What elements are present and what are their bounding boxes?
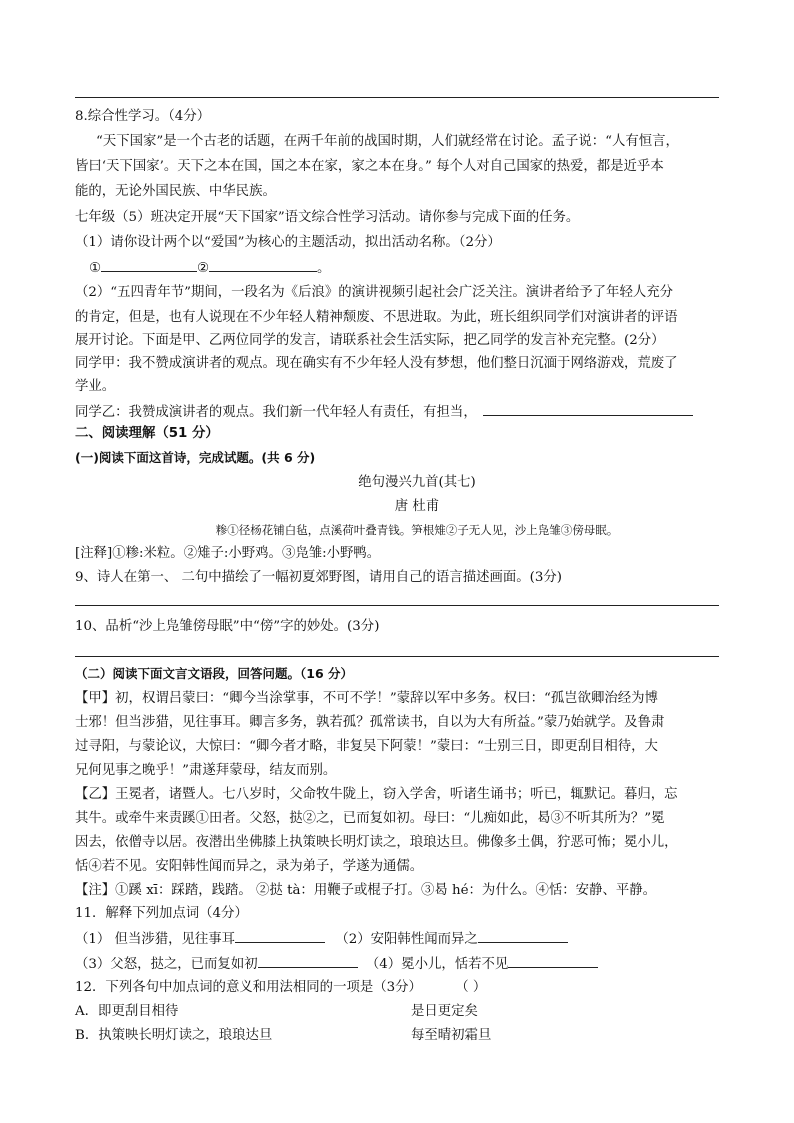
q11-item-2: （2）安阳韩性闻而异之 (335, 932, 478, 947)
student-yi-blank[interactable] (483, 401, 693, 416)
poem-text: 糁①径杨花铺白毡，点溪荷叶叠青钱。笋根雉②子无人见，沙上凫雏③傍母眠。 (215, 523, 619, 537)
passage-yi-line-4: 恬④若不见。安阳韩性闻而异之，录为弟子，学遂为通儒。 (75, 859, 424, 874)
q12 (75, 977, 486, 999)
answer-end: 。 (317, 261, 331, 276)
poem-author: 唐 杜甫 (394, 499, 440, 514)
q8-sub1: （1）请你设计两个以“爱国”为核心的主题活动，拟出活动名称。（2分） (75, 235, 501, 250)
q11-item-3: （3）父怒，挞之，已而复如初 (75, 957, 258, 972)
q9-answer-rule[interactable] (75, 605, 719, 606)
passage-jia-line-4: 兄何见事之晚乎！”肃遂拜蒙母，结友而别。 (75, 763, 337, 778)
q8-student-yi (75, 401, 693, 424)
answer-mark-1: ① (89, 261, 102, 276)
passage-jia-line-1: 【甲】初，权谓吕蒙曰：“卿今当涂掌事，不可不学！”蒙辞以军中多务。权曰：“孤岂欲卿治经为博 (75, 691, 658, 706)
part1-title: (一)阅读下面这首诗，完成试题。(共 6 分) (75, 450, 316, 465)
q11-item-4: （4）冕小儿，恬若不见 (365, 957, 509, 972)
passage-yi-line-2: 其牛。或牵牛来责蹊①田者。父怒，挞②之，已而复如初。母曰：“儿痴如此，曷③不听其所为？”冕 (75, 811, 665, 826)
q8-title: 8.综合性学习。（4分） (75, 109, 211, 124)
poem-note: [注释]①糁:米粒。②雉子:小野鸡。③凫雏:小野鸭。 (75, 546, 381, 561)
q11-blank-3[interactable] (258, 953, 358, 968)
part2-title: （二）阅读下面文言文语段，回答问题。（16 分） (75, 666, 353, 681)
q10-answer-rule[interactable] (75, 656, 719, 657)
answer-blank-1[interactable] (101, 257, 197, 272)
option-b-left[interactable]: B．执策映长明灯读之，琅琅达旦 (75, 1028, 273, 1043)
passage-yi-line-1: 【乙】王冕者，诸暨人。七八岁时，父命牧牛陇上，窃入学舍，听诸生诵书；听已，辄默记。暮归，忘 (75, 787, 678, 802)
q11-blank-1[interactable] (235, 928, 325, 943)
q11-items-row-2 (75, 953, 598, 976)
poem-title: 绝句漫兴九首(其七) (358, 475, 476, 490)
q11-items-row-1 (75, 928, 568, 951)
q8-sub2-line-3: 展开讨论。下面是甲、乙两位同学的发言，请联系社会生活实际，把乙同学的发言补充完整。(2分） (75, 333, 665, 348)
q8-activity: 七年级（5）班决定开展“天下国家”语文综合性学习活动。请你参与完成下面的任务。 (75, 210, 580, 225)
top-rule (75, 97, 719, 98)
passage-note: 【注】①蹊 xī：踩踏，践踏。 ②挞 tà：用鞭子或棍子打。③曷 hé：为什么。④恬：安静、平静。 (75, 883, 657, 898)
option-a-left[interactable]: A．即更刮目相待 (75, 1004, 179, 1019)
passage-jia-line-3: 过寻阳，与蒙论议，大惊曰：“卿今者才略，非复吴下阿蒙！”蒙曰：“士别三日，即更刮目相待，大 (75, 739, 658, 754)
q9: 9、诗人在第一、 二句中描绘了一幅初夏郊野图，请用自己的语言描述画面。(3分) (75, 570, 563, 585)
passage-yi-line-3: 因去，依僧寺以居。夜潜出坐佛膝上执策映长明灯读之，琅琅达旦。佛像多土偶，狞恶可怖；冕小儿， (75, 835, 678, 850)
q8-intro-line-3: 能的，无论外国民族、中华民族。 (75, 184, 276, 199)
section-2-title: 二、阅读理解（51 分） (75, 426, 219, 441)
answer-mark-2: ② (197, 261, 210, 276)
q12-answer-paren[interactable]: （ ） (461, 980, 487, 995)
q11: 11．解释下列加点词（4分） (75, 906, 248, 921)
q8-student-jia-line-1: 同学甲：我不赞成演讲者的观点。现在确实有不少年轻人没有梦想，他们整日沉湎于网络游戏，荒废了 (75, 356, 678, 371)
q8-sub1-answer-line (89, 257, 330, 280)
q8-student-jia-line-2: 学业。 (75, 379, 116, 394)
option-b-right: 每至晴初霜旦 (411, 1028, 492, 1043)
q8-sub2-line-1: （2）“五四青年节”期间，一段名为《后浪》的演讲视频引起社会广泛关注。演讲者给予了年轻人充分 (75, 285, 674, 300)
q8-sub2-line-2: 的肯定，但是，也有人说现在不少年轻人精神颓废、不思进取。为此，班长组织同学们对演讲者的评语 (75, 310, 678, 325)
q11-blank-4[interactable] (508, 953, 598, 968)
q8-intro-line-1: “天下国家”是一个古老的话题，在两千年前的战国时期，人们就经常在讨论。孟子说：“人有恒言， (96, 134, 679, 149)
q11-item-1: （1） 但当涉猎，见往事耳 (75, 932, 236, 947)
q8-intro-line-2: 皆曰‘天下国家’。天下之本在国，国之本在家，家之本在身。” 每个人对自己国家的热爱，都是近乎本 (75, 159, 664, 174)
student-yi-text: 同学乙：我赞成演讲者的观点。我们新一代年轻人有责任，有担当， (75, 405, 477, 420)
passage-jia-line-2: 士邪！但当涉猎，见往事耳。卿言多务，孰若孤？孤常读书，自以为大有所益。”蒙乃始就学。及鲁肃 (75, 715, 665, 730)
option-a-right: 是日更定矣 (411, 1004, 478, 1019)
q11-blank-2[interactable] (478, 928, 568, 943)
answer-blank-2[interactable] (209, 257, 317, 272)
q12-text: 12．下列各句中加点词的意义和用法相同的一项是（3分） (75, 980, 422, 995)
q10: 10、品析“沙上凫雏傍母眠”中“傍”字的妙处。(3分) (75, 619, 380, 634)
